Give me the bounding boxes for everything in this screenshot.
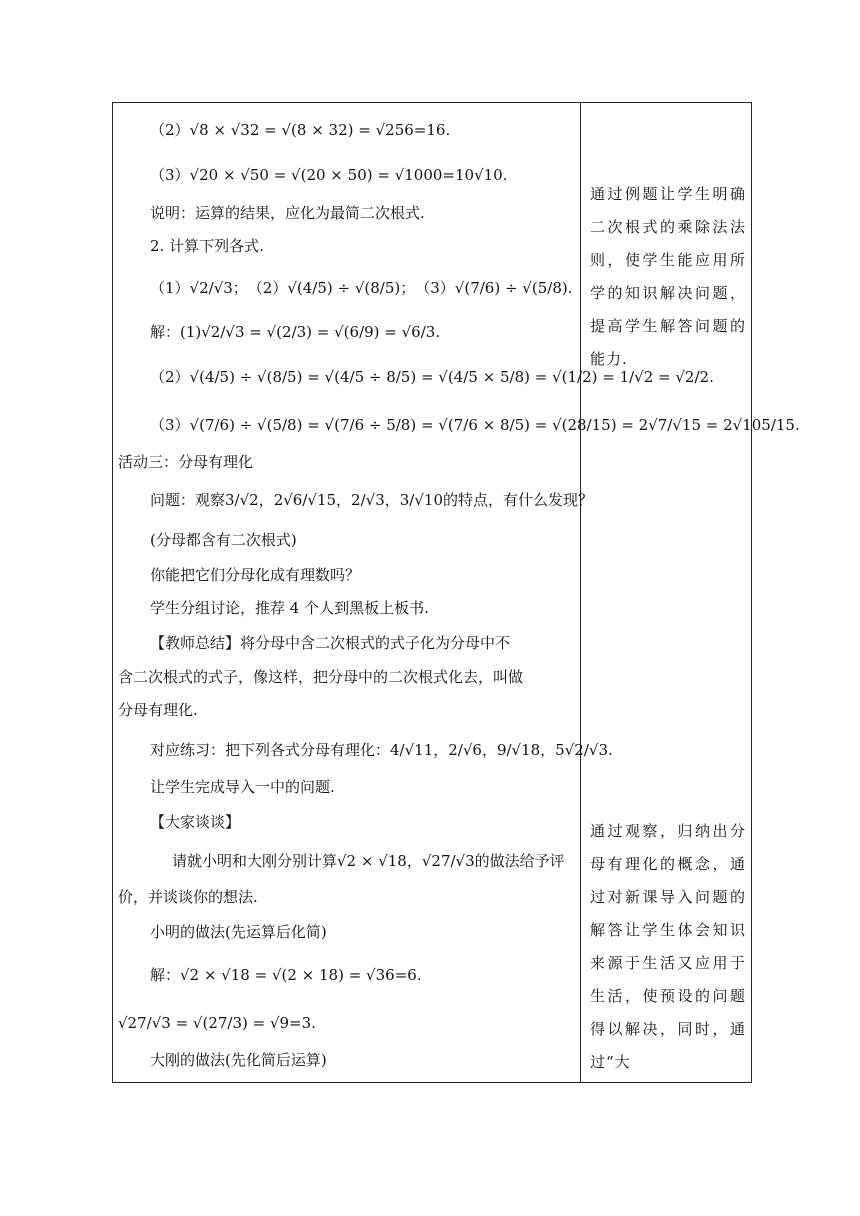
text-line: 2. 计算下列各式.	[150, 237, 264, 255]
side-note-text: 通过例题让学生明确二次根式的乘除法法则，使学生能应用所学的知识解决问题，提高学生解答问题的能力.	[590, 185, 746, 368]
text-line: （3）√20 × √50 = √(20 × 50) = √1000=10√10.	[150, 166, 508, 184]
side-note-2	[590, 815, 746, 1079]
text-line: 解：(1)√2/√3 = √(2/3) = √(6/9) = √6/3.	[150, 323, 441, 341]
text-line: 分母有理化.	[118, 701, 198, 719]
text-line: （1）√2/√3； （2）√(4/5) ÷ √(8/5)； （3）√(7/6) ÷ √(5/8).	[150, 279, 573, 297]
text-line: 学生分组讨论，推荐 4 个人到黑板上板书.	[150, 599, 429, 617]
text-line: (分母都含有二次根式)	[150, 531, 297, 549]
text-line: 对应练习：把下列各式分母有理化：4/√11，2/√6，9/√18，5√2/√3.	[150, 741, 613, 759]
text-line: 解：√2 × √18 = √(2 × 18) = √36=6.	[150, 966, 422, 984]
text-line: （2）√8 × √32 = √(8 × 32) = √256=16.	[150, 121, 451, 139]
text-line: 说明：运算的结果，应化为最简二次根式.	[150, 204, 425, 222]
text-line: 让学生完成导入一中的问题.	[150, 778, 335, 796]
text-line: 【大家谈谈】	[150, 813, 241, 831]
column-divider	[580, 102, 581, 1083]
text-line: 问题：观察3/√2，2√6/√15，2/√3，3/√10的特点，有什么发现？	[150, 491, 593, 509]
side-note-text: 通过观察，归纳出分母有理化的概念，通过对新课导入问题的解答让学生体会知识来源于生活又应用于生活，使预设的问题得以解决，同时，通过“大	[590, 822, 746, 1071]
text-line: √27/√3 = √(27/3) = √9=3.	[118, 1014, 316, 1032]
text-line: 价，并谈谈你的想法.	[118, 888, 258, 906]
side-note-1	[590, 178, 746, 376]
text-line: （2）√(4/5) ÷ √(8/5) = √(4/5 ÷ 8/5) = √(4/5 × 5/8) = √(1/2) = 1/√2 = √2/2.	[150, 368, 714, 386]
text-line: 含二次根式的式子，像这样，把分母中的二次根式化去，叫做	[118, 668, 524, 686]
text-line: 你能把它们分母化成有理数吗？	[150, 566, 361, 584]
text-line: 小明的做法(先运算后化简)	[150, 923, 327, 941]
section-heading: 活动三：分母有理化	[118, 453, 254, 471]
text-line: 请就小明和大刚分别计算√2 × √18，√27/√3的做法给予评	[172, 852, 565, 870]
text-line: （3）√(7/6) ÷ √(5/8) = √(7/6 ÷ 5/8) = √(7/6 × 8/5) = √(28/15) = 2√7/√15 = 2√105/15.	[150, 416, 800, 434]
text-line: 大刚的做法(先化简后运算)	[150, 1051, 327, 1069]
text-line: 【教师总结】将分母中含二次根式的式子化为分母中不	[150, 634, 511, 652]
